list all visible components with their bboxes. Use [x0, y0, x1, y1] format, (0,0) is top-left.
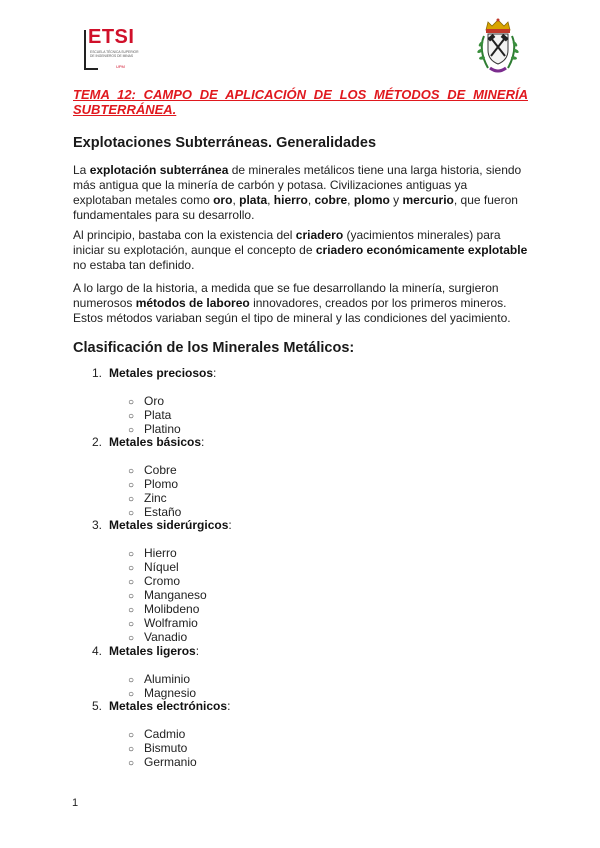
- circle-bullet-icon: ○: [128, 689, 135, 700]
- list-item: ○ Hierro: [128, 546, 177, 560]
- paragraph-intro: La explotación subterránea de minerales metálicos tiene una larga historia, siendo más antigua que la minería de carbón y potasa. Civilizaciones antiguas ya explotaban metales como oro, plata, hierro, cobre, plomo y mercurio, que fueron fundamentales para su desarrollo.: [73, 163, 522, 222]
- page-title: TEMA 12: CAMPO DE APLICACIÓN DE LOS MÉTODOS DE MINERÍA SUBTERRÁNEA.: [73, 87, 528, 117]
- circle-bullet-icon: ○: [128, 744, 135, 755]
- list-item: ○ Vanadio: [128, 630, 188, 644]
- list-item: ○ Germanio: [128, 755, 197, 769]
- mining-crest-icon: [470, 16, 526, 76]
- list-item: ○ Manganeso: [128, 588, 207, 602]
- list-item: ○ Cromo: [128, 574, 181, 588]
- circle-bullet-icon: ○: [128, 494, 135, 505]
- logo-bar: [84, 30, 86, 70]
- list-item: ○ Plata: [128, 408, 172, 422]
- paragraph-laboreo: A lo largo de la historia, a medida que se fue desarrollando la minería, surgieron numerosos métodos de laboreo innovadores, creados por los primeros mineros. Estos métodos variaban según el tipo de mineral y las condiciones del yacimiento.: [73, 281, 511, 325]
- circle-bullet-icon: ○: [128, 563, 135, 574]
- logo-tag: UPM: [116, 64, 125, 69]
- list-item: ○ Estaño: [128, 505, 182, 519]
- category-title: 3. Metales siderúrgicos:: [92, 518, 232, 532]
- circle-bullet-icon: ○: [128, 466, 135, 477]
- list-item: ○ Bismuto: [128, 741, 188, 755]
- circle-bullet-icon: ○: [128, 577, 135, 588]
- section-heading-clasificacion: Clasificación de los Minerales Metálicos:: [73, 340, 355, 356]
- circle-bullet-icon: ○: [128, 411, 135, 422]
- list-item: ○ Aluminio: [128, 672, 191, 686]
- list-item: ○ Molibdeno: [128, 602, 200, 616]
- logo-text: ETSI: [88, 26, 135, 48]
- circle-bullet-icon: ○: [128, 425, 135, 436]
- list-item: ○ Cobre: [128, 463, 177, 477]
- list-item: ○ Oro: [128, 394, 165, 408]
- list-item: ○ Magnesio: [128, 686, 197, 700]
- category-title: 2. Metales básicos:: [92, 435, 205, 449]
- circle-bullet-icon: ○: [128, 633, 135, 644]
- list-item: ○ Platino: [128, 422, 181, 436]
- circle-bullet-icon: ○: [128, 619, 135, 630]
- paragraph-criadero: Al principio, bastaba con la existencia del criadero (yacimientos minerales) para iniciar su explotación, aunque el concepto de criadero económicamente explotable no estaba tan definido.: [73, 228, 528, 272]
- page-number: 1: [72, 797, 79, 809]
- list-item: ○ Níquel: [128, 560, 179, 574]
- logo-subtext: ESCUELA TÉCNICA SUPERIOR DE INGENIEROS DE MINAS: [90, 50, 139, 58]
- circle-bullet-icon: ○: [128, 605, 135, 616]
- list-item: ○ Zinc: [128, 491, 167, 505]
- etsi-logo: [84, 26, 144, 70]
- category-title: 5. Metales electrónicos:: [92, 699, 231, 713]
- circle-bullet-icon: ○: [128, 549, 135, 560]
- category-title: 4. Metales ligeros:: [92, 644, 200, 658]
- circle-bullet-icon: ○: [128, 480, 135, 491]
- circle-bullet-icon: ○: [128, 758, 135, 769]
- circle-bullet-icon: ○: [128, 591, 135, 602]
- list-item: ○ Wolframio: [128, 616, 198, 630]
- logo-bar: [84, 68, 98, 70]
- circle-bullet-icon: ○: [128, 508, 135, 519]
- circle-bullet-icon: ○: [128, 675, 135, 686]
- list-item: ○ Plomo: [128, 477, 179, 491]
- section-heading-generalidades: Explotaciones Subterráneas. Generalidades: [73, 135, 377, 151]
- circle-bullet-icon: ○: [128, 730, 135, 741]
- circle-bullet-icon: ○: [128, 397, 135, 408]
- category-title: 1. Metales preciosos:: [92, 366, 217, 380]
- list-item: ○ Cadmio: [128, 727, 186, 741]
